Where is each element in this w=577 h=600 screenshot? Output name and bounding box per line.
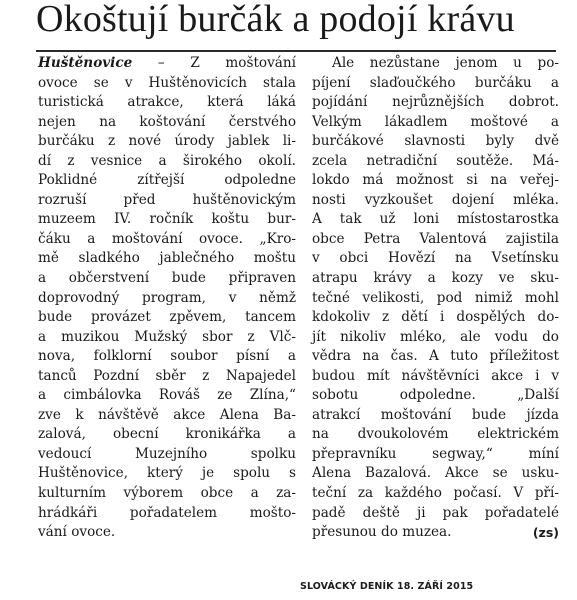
text-line: nova, folklorní soubor písní a: [38, 348, 296, 365]
text-line: mě sladkého jablečného moštu: [38, 250, 296, 267]
author-signature: (zs): [532, 525, 559, 541]
text-line: [312, 523, 559, 543]
text-line: obce Petra Valentová zajistila: [312, 230, 559, 247]
text-line: kdokoliv z dětí i dospělých do-: [312, 309, 559, 326]
text-line: píjení slaďoučkého burčáku a: [312, 74, 559, 91]
text-line: vání ovoce.: [38, 524, 116, 541]
headline-area: [0, 0, 577, 50]
text-line: Velkým lákadlem moštové a: [312, 113, 559, 130]
text-line: muzeem IV. ročník koštu bur-: [38, 211, 296, 228]
text-line: turistická atrakce, která láká: [38, 94, 296, 111]
text-line: a občerstvení bude připraven: [38, 270, 296, 287]
text-line: zve k návštěvě akce Alena Ba-: [38, 406, 296, 423]
text-line: jít nikoliv mléko, ale vodu do: [312, 328, 559, 345]
text-line: nejen na koštování čerstvého: [38, 113, 296, 130]
headline-rule: [36, 50, 556, 52]
text-line: burčáku z nové úrody jablek li-: [38, 133, 296, 150]
text-line: doprovodný program, v němž: [38, 289, 296, 306]
text-line: nosti vyzkoušet dojení mléka.: [312, 191, 559, 208]
text-line-content: přesunou do muzea.: [312, 524, 452, 541]
text-line: tečné velikosti, pod nimiž mohl: [312, 289, 559, 306]
text-line: [38, 54, 296, 74]
text-line: Poklidné zítřejší odpoledne: [38, 172, 296, 189]
text-line: bude provázet zpěvem, tancem: [38, 309, 296, 326]
headline: Okoštují burčák a podojí krávu: [36, 0, 515, 40]
text-line: zalová, obecní kronikářka a: [38, 426, 296, 443]
text-line: na dvoukolovém elektrickém: [312, 426, 559, 443]
text-line: hrádkáři pořadatelem mošto-: [38, 504, 296, 521]
text-line: a cimbálovka Rováš ze Zlína,“: [38, 387, 296, 404]
dateline: Huštěnovice: [38, 55, 133, 71]
text-line: Huštěnovice, který je spolu s: [38, 465, 296, 482]
text-line: v obci Hovězí na Vsetínsku: [312, 250, 559, 267]
text-line: kulturním výborem obce a za-: [38, 485, 296, 502]
text-line: pojídání nejrůznějších dobrot.: [312, 94, 559, 111]
text-line: burčákové slavnosti byly dvě: [312, 133, 559, 150]
source-credit: SLOVÁCKÝ DENÍK 18. ZÁŘÍ 2015: [300, 581, 474, 592]
text-line: rozruší před huštěnovickým: [38, 191, 296, 208]
text-line: a muzikou Mužský sbor z Vlč-: [38, 328, 296, 345]
text-line: dí z vesnice a širokého okolí.: [38, 152, 296, 169]
text-line: zcela netradiční soutěže. Má-: [312, 152, 559, 169]
text-line: atrakcí moštování bude jízda: [312, 406, 559, 423]
text-line: budou mít návštěvníci akce i v: [312, 367, 559, 384]
text-line-content: – Z moštování: [132, 55, 296, 71]
text-line: Ale nezůstane jenom u po-: [332, 55, 559, 71]
left-column: [38, 54, 296, 543]
right-column: [312, 54, 559, 543]
text-line: atrapu krávy a kozy ve sku-: [312, 270, 559, 287]
text-line: tanců Pozdní sběr z Napajedel: [38, 367, 296, 384]
text-line: přepravníku segway,“ míní: [312, 445, 559, 462]
text-line: čáku a moštování ovoce. „Kro-: [38, 230, 296, 247]
text-line: teční za každého počasí. V pří-: [312, 485, 559, 502]
text-line: Alena Bazalová. Akce se usku-: [312, 465, 559, 482]
text-line: ovoce se v Huštěnovicích stala: [38, 74, 296, 91]
text-line: A tak už loni místostarostka: [312, 211, 559, 228]
text-line: vedoucí Muzejního spolku: [38, 445, 296, 462]
text-line: vědra na čas. A tuto příležitost: [312, 348, 559, 365]
text-line: lokdo má možnost si na veřej-: [312, 172, 559, 189]
text-line: sobotu odpoledne. „Další: [312, 387, 559, 404]
text-line: padě deště ji pak pořadatelé: [312, 504, 559, 521]
